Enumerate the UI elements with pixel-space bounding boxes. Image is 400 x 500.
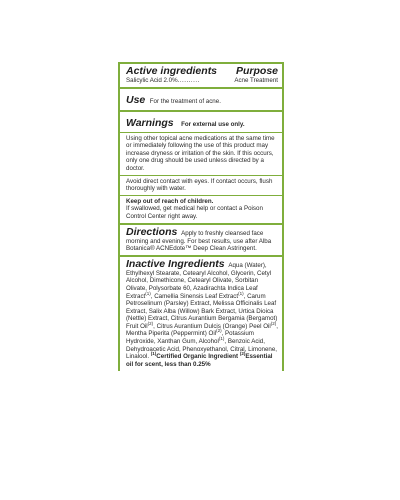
directions-text: Apply to freshly cleansed face morning and evening. For best results, use after Alba Botanica® ACNEdote™ Deep Clean Astringent. <box>126 229 272 253</box>
footnote-marker: (2) <box>216 328 222 334</box>
active-header-row <box>126 65 278 77</box>
warnings-keep-out-block <box>120 195 282 223</box>
warnings-para-swallowed: If swallowed, get medical help or contact a Poison Control Center right away. <box>126 205 263 220</box>
use-section <box>120 87 282 110</box>
footnote-marker: (1) <box>150 351 157 357</box>
active-ingredients-section <box>120 62 282 87</box>
drug-facts-label <box>118 62 284 371</box>
warnings-heading: Warnings <box>126 116 174 129</box>
footnote-marker: (2) <box>270 320 277 326</box>
active-ingredients-heading: Active ingredients <box>126 65 218 77</box>
footnote-marker: (2) <box>147 320 154 326</box>
leader-dots: .......... <box>177 77 200 84</box>
footnote-essential-oil-text: Essential oil for scent, less than 0.25% <box>126 353 273 368</box>
inactive-text-f: , Potassium Hydroxide, Xanthan Gum, Alcohol <box>126 330 254 346</box>
inactive-text-g: , Benzoic Acid, Dehydroacetic Acid, Phenoxyethanol, Citral, Limonene, Linalool. <box>126 338 277 361</box>
inactive-text-d: , Citrus Aurantium Dulcis (Orange) Peel Oil <box>153 322 271 330</box>
footnote-marker: (1) <box>238 290 244 296</box>
footnote-organic-text: Certified Organic Ingredient <box>156 353 239 361</box>
footnote-organic <box>151 353 238 360</box>
warnings-section <box>120 110 282 132</box>
purpose-heading: Purpose <box>235 65 278 77</box>
footnote-marker: (1) <box>145 290 151 296</box>
inactive-text-a: Aqua (Water), Ethylhexyl Stearate, Cetearyl Alcohol, Glycerin, Cetyl Alcohol, Dimethicone, Cetearyl Olivate, Sorbitan Olivate, Polysorbate 60, Azadirachta Indica Leaf Extract <box>126 261 272 300</box>
inactive-ingredients-heading: Inactive Ingredients <box>126 257 225 270</box>
active-ingredient-row <box>126 77 278 85</box>
active-ingredient-name: Salicylic Acid 2.0% <box>126 77 178 84</box>
footnote-marker: (1) <box>218 336 225 341</box>
inactive-text-b: , Camellia Sinensis Leaf Extract <box>150 292 239 300</box>
use-heading: Use <box>126 93 146 106</box>
directions-heading: Directions <box>126 225 178 238</box>
warnings-subheading: For external use only. <box>181 120 245 128</box>
warnings-para-interactions: Using other topical acne medications at the same time or immediately following the use of this product may increase dryness or irritation of the skin. If this occurs, only one drug should be used unless directed by a doctor. <box>120 132 282 175</box>
directions-section <box>120 223 282 255</box>
inactive-text-e: , Mentha Piperita (Peppermint) Oil <box>126 322 278 338</box>
footnote-marker: (2) <box>239 351 246 357</box>
active-ingredient-purpose: Acne Treatment <box>234 77 278 84</box>
inactive-ingredients-section <box>120 255 282 372</box>
warnings-para-eyes: Avoid direct contact with eyes. If contact occurs, flush thoroughly with water. <box>120 175 282 195</box>
inactive-text-c: , Carum Petroselinum (Parsley) Extract, Melissa Officinalis Leaf Extract, Salix Alba (Willow) Bark Extract, Urtica Dioica (Nettle) Extract, Citrus Aurantium Bergamia (Bergamot) Fruit Oil <box>126 292 278 330</box>
keep-out-heading: Keep out of reach of children. <box>126 197 214 205</box>
use-text: For the treatment of acne. <box>149 97 221 105</box>
